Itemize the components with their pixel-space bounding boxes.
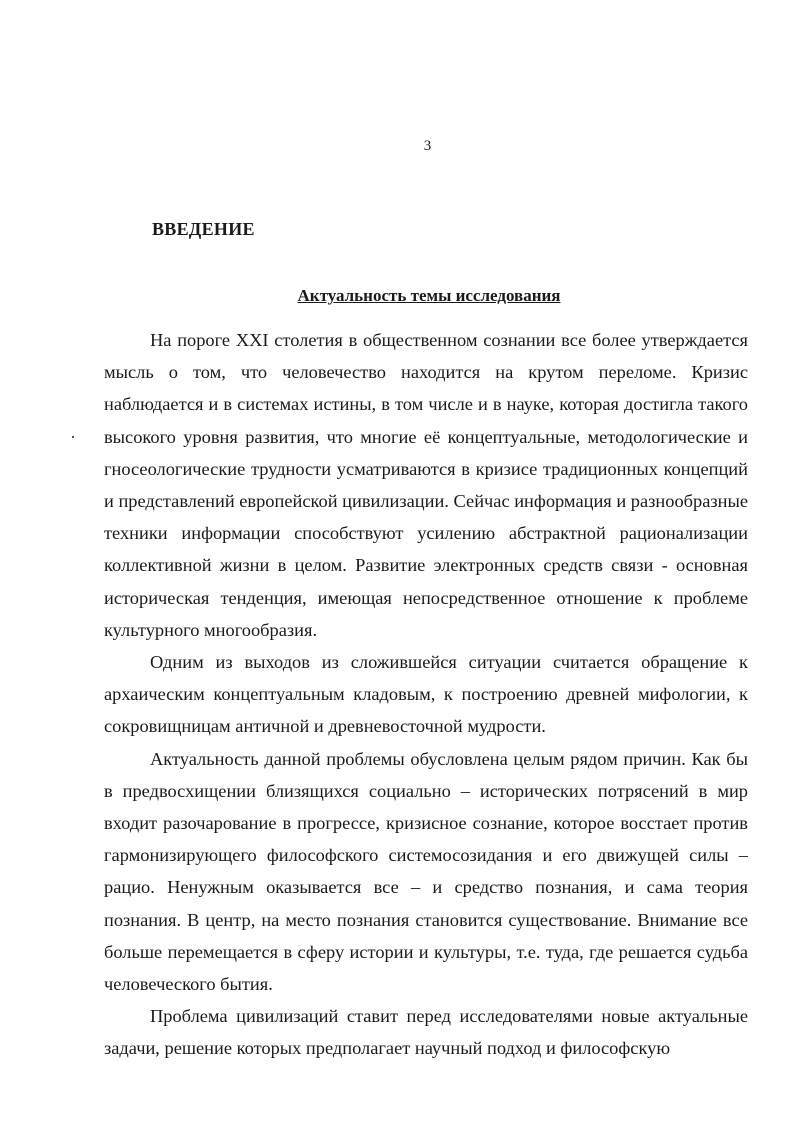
section-title: ВВЕДЕНИЕ xyxy=(152,219,255,239)
paragraph: Одним из выходов из сложившейся ситуации считается обращение к архаическим концептуальным кладовым, к построению древней мифологии, к сокровищницам античной и древневосточной мудрости. xyxy=(104,652,748,737)
paragraph: Актуальность данной проблемы обусловлена целым рядом причин. Как бы в предвосхищении близящихся социально – исторических потрясений в мир входит разочарование в прогрессе, кризисное сознание, которое восстает против гармонизирующего философского системосозидания и его движущей силы – рацио. Ненужным оказывается все – и средство познания, и сама теория познания. В центр, на место познания становится существование. Внимание все больше перемещается в сферу истории и культуры, т.е. туда, где решается судьба человеческого бытия. xyxy=(104,748,748,995)
paragraph: Проблема цивилизаций ставит перед исследователями новые актуальные задачи, решение которых предполагает научный подход и философскую xyxy=(104,1006,748,1059)
body-text xyxy=(104,324,748,1065)
page-number: 3 xyxy=(423,138,432,154)
paragraph: На пороге XXI столетия в общественном сознании все более утверждается мысль о том, что человечество находится на крутом переломе. Кризис наблюдается и в системах истины, в том числе и в науке, которая достигла такого высокого уровня развития, что многие её концептуальные, методологические и гносеологические трудности усматриваются в кризисе традиционных концепций и представлений европейской цивилизации. Сейчас информация и разнообразные техники информации способствуют усилению абстрактной рационализации коллективной жизни в целом. Развитие электронных средств связи - основная историческая тенденция, имеющая непосредственное отношение к проблеме культурного многообразия. xyxy=(104,330,748,640)
margin-mark xyxy=(72,436,74,438)
subsection-title: Актуальность темы исследования xyxy=(297,286,561,305)
